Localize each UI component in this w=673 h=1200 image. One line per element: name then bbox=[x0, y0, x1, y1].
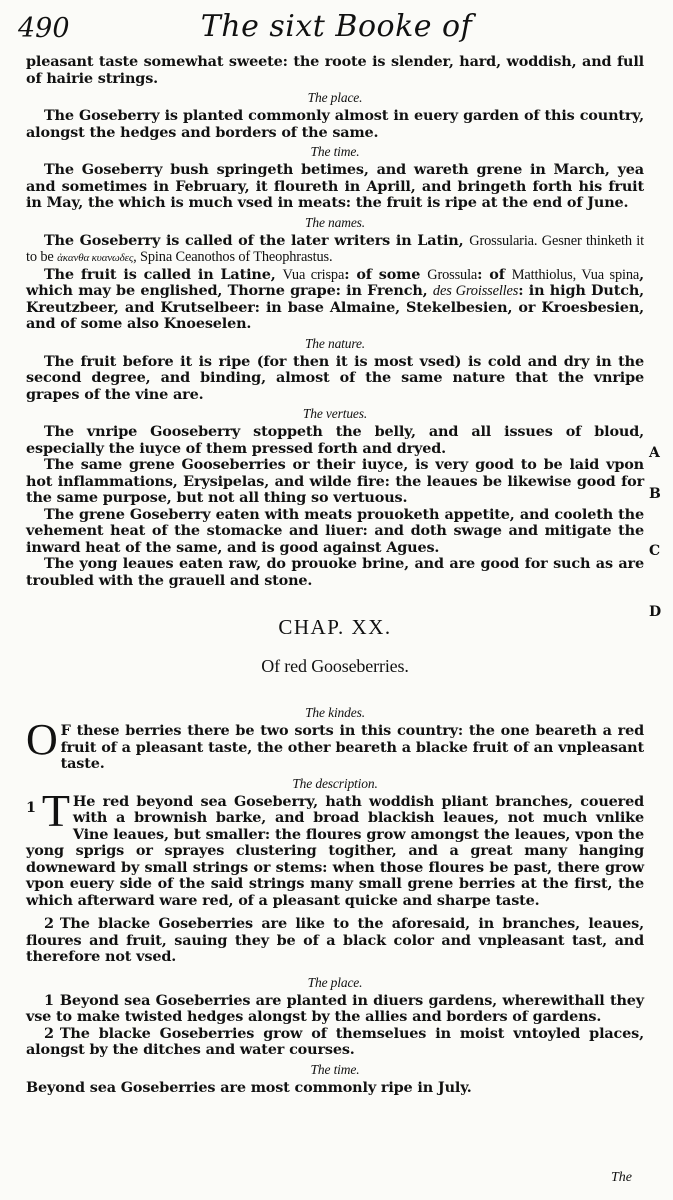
paragraph-place-2b: 2 The blacke Goseberries grow of themselues in moist vntoyled places, alongst by the ditches and water courses. bbox=[26, 1024, 644, 1058]
subheading-kindes: The kindes. bbox=[305, 705, 365, 720]
subheading-time: The time. bbox=[310, 144, 360, 159]
subheading-vertues: The vertues. bbox=[302, 406, 368, 421]
paragraph-nature: The fruit before it is ripe (for then it is most vsed) is cold and dry in the second degree, and binding, almost of the same nature that the vnripe grapes of the vine are. bbox=[26, 352, 644, 403]
subheading-place-2: The place. bbox=[307, 974, 363, 990]
greek-name: ἀκανθα κυανωδες bbox=[57, 252, 134, 264]
subheading-description: The description. bbox=[292, 775, 378, 791]
margin-letter-a: A bbox=[649, 445, 660, 461]
paragraph-root: pleasant taste somewhat sweete: the roote is slender, hard, woddish, and full of hairie strings. bbox=[26, 53, 644, 87]
chapter-title: Of red Gooseberries. bbox=[261, 656, 409, 676]
paragraph-description-1: 1 T He red beyond sea Goseberry, hath woddish pliant branches, couered with a brownish barke, and broad blackish leaues, not much vnlike Vine leaues, but smaller: the floures grow amongst the leaues, vpon the yong sprigs or sprayes clustering togither, and a great many hanging downeward by small strings or stems: when those floures be past, there grow vpon euery side of the said strings many small grene berries at the first, the which afterward ware red, of a pleasant quicke and sharpe taste. bbox=[26, 784, 644, 909]
margin-letter-b: B bbox=[649, 486, 661, 502]
paragraph-vertue-b: The same grene Gooseberries or their iuyce, is very good to be laid vpon hot inflammations, Erysipelas, and wilde fire: the leaues be likewise good for the same purpose, but not all thing so vertuous. bbox=[26, 456, 644, 506]
subheading-nature: The nature. bbox=[304, 335, 366, 351]
margin-letter-c: C bbox=[649, 543, 661, 559]
subheading-time-2: The time. bbox=[310, 1061, 360, 1077]
paragraph-description-2: 2 The blacke Goseberries are like to the aforesaid, in branches, leaues, floures and fruit, sauing they be of a black color and vnpleasant tast, and therefore not vsed. bbox=[26, 915, 644, 965]
paragraph-time: The Goseberry bush springeth betimes, and wareth grene in March, yea and sometimes in February, it floureth in Aprill, and bringeth forth his fruit in May, the which is much vsed in meats: the fruit is ripe at the end of June. bbox=[26, 161, 644, 211]
page-body bbox=[26, 54, 644, 1096]
paragraph-vertue-c: The grene Goseberry eaten with meats prouoketh appetite, and cooleth the vehement heat of the stomacke and liuer: and doth swage and mitigate the inward heat of the same, and is good against Agues. bbox=[26, 505, 644, 556]
paragraph-kindes: O F these berries there be two sorts in this country: the one beareth a red fruit of a pleasant taste, the other beareth a blacke fruit of an vnpleasant taste. bbox=[26, 715, 644, 772]
subheading-names: The names. bbox=[305, 214, 365, 230]
paragraph-time-2: Beyond sea Goseberries are most commonly ripe in July. bbox=[26, 1078, 472, 1096]
drop-capital-o: O bbox=[26, 715, 58, 764]
paragraph-vertue-a: The vnripe Gooseberry stoppeth the belly, and all issues of bloud, especially the iuyce of them pressed forth and dryed. bbox=[26, 423, 644, 457]
page-number: 490 bbox=[18, 13, 70, 44]
subheading-place: The place. bbox=[307, 90, 363, 105]
paragraph-place-2a: 1 Beyond sea Goseberries are planted in diuers gardens, wherewithall they vse to make twisted hedges alongst by the allies and borders of gardens. bbox=[26, 991, 644, 1025]
running-head: The sixt Booke of bbox=[200, 9, 473, 44]
paragraph-vertue-d: The yong leaues eaten raw, do prouoke brine, and are good for such as are troubled with the grauell and stone. bbox=[26, 555, 644, 589]
chapter-heading: CHAP. XX. bbox=[278, 615, 392, 639]
paragraph-place: The Goseberry is planted commonly almost in euery garden of this country, alongst the hedges and borders of the same. bbox=[26, 107, 644, 141]
drop-capital-t: T bbox=[41, 784, 70, 836]
margin-letter-d: D bbox=[649, 604, 662, 620]
catchword: The bbox=[611, 1170, 632, 1185]
paragraph-names-vernacular: The fruit is called in Latine, Vua crispa: of some Grossula: of Matthiolus, Vua spina, which may be englished, Thorne grape: in French, des Groisselles: in high Dutch, Kreutzbeer, and Krutselbeer: in base Almaine, Stekelbesien, or Kroesbesien, and of some also Knoeselen. bbox=[26, 265, 645, 332]
paragraph-names-latin: The Goseberry is called of the later writers in Latin, Grossularia. Gesner thinketh it to be ἀκανθα κυανωδες, Spina Ceanothos of Theophrastus. bbox=[26, 231, 644, 265]
